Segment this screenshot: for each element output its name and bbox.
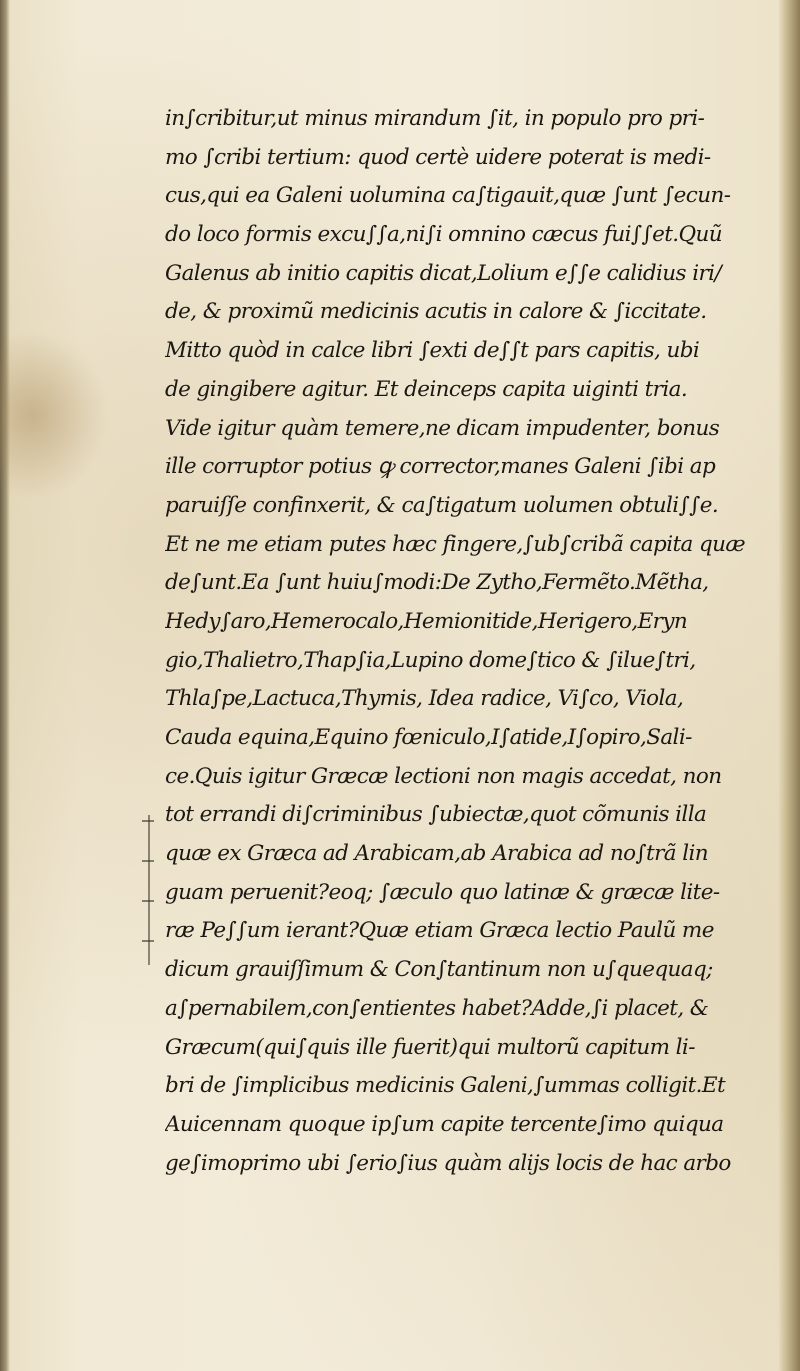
text-line: cus,qui ea Galeni uolumina ca∫tigauit,quæ ∫unt ∫ecun- <box>165 183 731 209</box>
text-line: tot errandi di∫criminibus ∫ubiectæ,quot cõmunis illa <box>165 802 707 828</box>
text-line: Auicennam quoque ip∫um capite tercente∫imo quiqua <box>165 1111 724 1137</box>
page-left-edge <box>0 0 10 1371</box>
text-line: quæ ex Græca ad Arabicam,ab Arabica ad no∫trã lin <box>165 841 708 867</box>
body-text <box>165 100 770 1183</box>
text-line: gio,Thalietro,Thap∫ia,Lupino dome∫tico & ∫ilue∫tri, <box>165 647 696 673</box>
margin-annotation-mark <box>142 860 154 862</box>
text-line: ille corruptor potius ꝙ corrector,manes Galeni ∫ibi ap <box>165 454 716 480</box>
paper-stain <box>0 330 110 500</box>
text-line: Hedy∫aro,Hemerocalo,Hemionitide,Herigero,Eryn <box>165 608 688 634</box>
margin-annotation-mark <box>142 820 154 822</box>
text-line: Et ne me etiam putes hæc fingere,∫ub∫cribã capita quæ <box>165 531 746 557</box>
text-line: de∫unt.Ea ∫unt huiu∫modi:De Zytho,Fermẽto.Mẽtha, <box>165 570 709 596</box>
page-right-edge <box>778 0 800 1371</box>
text-line: in∫cribitur,ut minus mirandum ∫it, in populo pro pri- <box>165 106 705 131</box>
text-line: bri de ∫implicibus medicinis Galeni,∫ummas colligit.Et <box>165 1073 726 1099</box>
margin-annotation-mark <box>142 900 154 902</box>
text-line: ge∫imoprimo ubi ∫erio∫ius quàm alijs locis de hac arbo <box>165 1150 731 1176</box>
text-line: do loco formis excu∫∫a,ni∫i omnino cæcus fui∫∫et.Quũ <box>165 222 723 248</box>
text-line: Thla∫pe,Lactuca,Thymis, Idea radice, Vi∫co, Viola, <box>165 686 684 712</box>
text-line: a∫pernabilem,con∫entientes habet?Adde,∫i placet, & <box>165 995 709 1021</box>
text-line: de gingibere agitur. Et deinceps capita uiginti tria. <box>165 376 688 402</box>
text-line: Græcum(qui∫quis ille fuerit)qui multorũ capitum li- <box>165 1034 695 1060</box>
text-line: mo ∫cribi tertium: quod certè uidere poterat is medi- <box>165 144 711 170</box>
margin-annotation-mark <box>142 940 154 942</box>
text-line: Mitto quòd in calce libri ∫exti de∫∫t pars capitis, ubi <box>165 338 700 364</box>
text-line: guam peruenit?eoq; ∫æculo quo latinæ & græcæ lite- <box>165 879 720 905</box>
text-line: Vide igitur quàm temere,ne dicam impudenter, bonus <box>165 415 720 441</box>
margin-annotation-bracket <box>148 815 160 965</box>
text-line: dicum grauiſſimum & Con∫tantinum non u∫quequaq; <box>165 957 713 983</box>
text-line: Galenus ab initio capitis dicat,Lolium e∫∫e calidius iri/ <box>165 260 722 286</box>
text-line: ce.Quis igitur Græcæ lectioni non magis accedat, non <box>165 763 722 789</box>
text-line: de, & proximũ medicinis acutis in calore & ∫iccitate. <box>165 299 707 325</box>
text-line: paruiſſe confinxerit, & ca∫tigatum uolumen obtuli∫∫e. <box>165 492 719 518</box>
text-line: Cauda equina,Equino fœniculo,I∫atide,I∫opiro,Sali- <box>165 725 692 750</box>
text-line: ræ Pe∫∫um ierant?Quæ etiam Græca lectio Paulũ me <box>165 918 714 944</box>
